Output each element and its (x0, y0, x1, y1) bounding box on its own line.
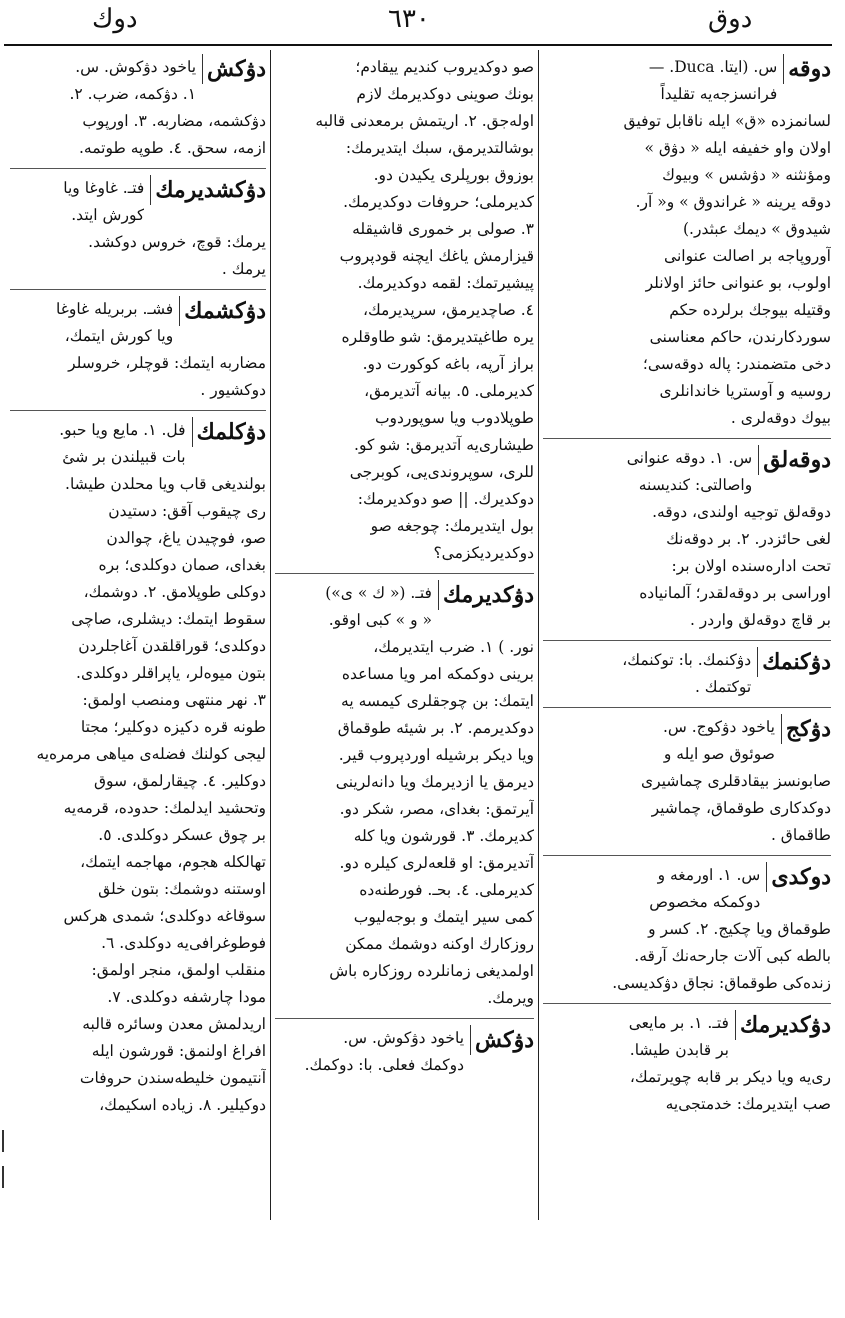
entry-line: تحت اداره‌سنده اولان بر: (671, 557, 831, 575)
entry-line: اوستنه دوشمك: بتون خلق (98, 880, 266, 898)
entry-line: ياخود دۋكوش. س. (343, 1029, 465, 1047)
column-right (543, 54, 831, 1224)
entry-line: يرمك: قوچ، خروس دوكشد. (88, 233, 266, 251)
header-rule (4, 44, 832, 46)
entry-line: س. ١. دوقه عنوانى (626, 449, 753, 467)
dictionary-entry (10, 296, 266, 411)
dictionary-entry (10, 175, 266, 290)
entry-line: فشـ. بربريله غاوغا (56, 300, 174, 318)
page-header (0, 0, 845, 46)
entry-line: براز آرپه، باغه كوكورت دو. (362, 355, 534, 373)
entry-line: مضاربه ايتمك: قوچلر، خروسلر (68, 354, 266, 372)
entry-line: دوكلى طوپلامق. ٢. دوشمك، (83, 583, 266, 601)
entry-line: بر قاچ دوقه‌لق واردر . (689, 611, 831, 629)
entry-line: بولنديغى قاب ويا محلدن طيشا. (65, 475, 266, 493)
entry-line: دوكمك فعلى. با: دوكمك. (304, 1056, 465, 1074)
entry-line: « و » كبى اوقو. (328, 611, 432, 629)
entry-line: بر قابدن طيشا. (629, 1041, 729, 1059)
entry-line: واصالتى: كنديسنه (638, 476, 753, 494)
entry-line: بول ايتديرمك: چوجغه صو (370, 517, 534, 535)
entry-line: بوشالتديرمق، سبك ايتديرمك: (345, 139, 534, 157)
entry-line: دوكديرك. || صو دوكديرمك: (357, 490, 534, 508)
entry-headword: دۋكنمك (757, 647, 831, 677)
entry-line: دوكشيور . (200, 381, 266, 399)
entry-line: صو دوكديروب كنديم ييقادم؛ (355, 58, 534, 76)
entry-line: كمى سير ايتمك و بوجه‌ليوب (353, 908, 534, 926)
entry-line: سوقاغه دوكلدى؛ شمدى هركس (63, 907, 266, 925)
entry-headword: دۋكشديرمك (150, 175, 266, 205)
dictionary-entry (543, 862, 831, 1004)
entry-headword: دۋكج (781, 714, 831, 744)
entry-line: آوروپاجه بر اصالت عنوانى (664, 247, 831, 265)
entry-line: ديرمق يا ازديرمك ويا دانه‌لرينى (335, 773, 534, 791)
entry-line: طوقماق ويا چكيج. ٢. كسر و (648, 920, 831, 938)
entry-line: دوقه يرينه « غراندوق » و« آر. (635, 193, 831, 211)
entry-line: صوئوق صو ايله و (663, 745, 775, 763)
entry-line: فتـ. ١. بر مايعى (628, 1014, 729, 1032)
dictionary-entry (543, 647, 831, 708)
entry-line: دوكديرديكزمى؟ (433, 544, 534, 562)
entry-line: ويرمك. (487, 989, 534, 1007)
entry-line: آتديرمق: او قلعه‌لرى كيلره دو. (339, 854, 534, 872)
entry-line: دوكلير. ٤. چيقارلمق، سوق (93, 772, 266, 790)
entry-line: ياخود دۋكوش. س. (75, 58, 197, 76)
entry-line: دوكديرمم. ٢. بر شيئه طوقماق (337, 719, 534, 737)
entry-line: س. (ايتا. Duca. — (648, 58, 778, 76)
entry-line: دوكمكه مخصوص (649, 893, 761, 911)
entry-line: روزكارك اوكنه دوشمك ممكن (345, 935, 534, 953)
entry-line: افراغ اولنمق: قورشون ايله (91, 1042, 266, 1060)
entry-line: فتـ. غاوغا ويا (63, 179, 145, 197)
entry-line: طيشارى‌يه آتديرمق: شو كو. (354, 436, 534, 454)
entry-line: سوردكارندن، حاكم معناسنى (649, 328, 831, 346)
entry-line: ٤. صاچديرمق، سرپديرمك، (362, 301, 534, 319)
entry-line: صابونسز بيقادقلرى چماشيرى (640, 772, 831, 790)
entry-line: ١. دۋكمه، ضرب. ٢. (69, 85, 197, 103)
entry-line: كديرملى. ٤. بحـ. فورطنه‌ده (359, 881, 534, 899)
entry-line: برينى دوكمكه امر ويا مساعده (341, 665, 534, 683)
entry-line: فوطوغرافى‌يه دوكلدى. ٦. (101, 934, 266, 952)
dictionary-entry (275, 1025, 534, 1085)
entry-headword: دوكدى (766, 862, 831, 892)
dictionary-entry (543, 54, 831, 439)
entry-line: ٣. نهر منتهى ومنصب اولمق: (82, 691, 266, 709)
entry-line: اولان واو خفيفه ايله « دۋق » (644, 139, 831, 157)
entry-headword: دوقه (783, 54, 831, 84)
entry-line: لغى حائزدر. ٢. بر دوقه‌نك (666, 530, 831, 548)
page-number: ٦٣٠ (388, 4, 430, 34)
entry-line: ليجى كولنك فضله‌ى مياهى مرمره‌يه (36, 745, 266, 763)
entry-line: پيشيرتمك: لقمه دوكديرمك. (357, 274, 534, 292)
entry-line: وقتيله بيوجك برلرده حكم (669, 301, 831, 319)
entry-headword: دۋكشمك (179, 296, 266, 326)
dictionary-entry (543, 1010, 831, 1124)
column-middle (275, 54, 534, 1224)
entry-line: اوله‌جق. ٢. اريتمش برمعدنى قالبه (315, 112, 534, 130)
entry-line: ايتمك: بن چوجقلرى كيمسه يه (341, 692, 534, 710)
entry-line: طوپلادوب ويا سوپوردوب (374, 409, 534, 427)
entry-line: كديرملى؛ حروفات دوكديرمك. (343, 193, 534, 211)
entry-line: يرمك . (221, 260, 266, 278)
entry-line: بات قبيلندن بر شئ (62, 448, 186, 466)
entry-line: كديرملى. ٥. بيانه آتديرمق، (364, 382, 534, 400)
entry-headword: دۋكديرمك (735, 1010, 831, 1040)
entry-headword: دۋكش (202, 54, 266, 84)
dictionary-entry (10, 417, 266, 1125)
entry-line: بغداى، صمان دوكلدى؛ بره (98, 556, 266, 574)
entry-line: بيوك دوقه‌لرى . (730, 409, 831, 427)
entry-headword: دۋكلمك (192, 417, 266, 447)
column-divider (270, 50, 271, 1220)
entry-line: دوقه‌لق توجيه اولندى، دوقه. (652, 503, 831, 521)
column-divider (538, 50, 539, 1220)
entry-headword: دۋكش (470, 1025, 534, 1055)
dictionary-entry (10, 54, 266, 169)
entry-line: ازمه، سحق. ٤. طوپه طوتمه. (78, 139, 266, 157)
entry-line: س. ١. اورمغه و (657, 866, 761, 884)
entry-line: توكتمك . (694, 678, 752, 696)
margin-marks (2, 1130, 6, 1210)
dictionary-entry (543, 714, 831, 856)
entry-line: اولوب، بو عنوانى حائز اولانلر (645, 274, 831, 292)
entry-line: دۋكنمك. با: توكنمك، (622, 651, 752, 669)
entry-line: دوكدكارى طوقماق، چماشير (651, 799, 831, 817)
column-left (10, 54, 266, 1224)
entry-line: بوزوق بورپلرى يكيدن دو. (373, 166, 534, 184)
entry-line: فرانسزجه‌يه تقليداً (660, 85, 778, 103)
entry-line: اولمديغى زمانلرده روزكاره باش (329, 962, 534, 980)
entry-line: فتـ. (« ك » ى») (325, 584, 432, 602)
entry-line: دۋكشمه، مضاربه. ٣. اورپوب (82, 112, 266, 130)
dictionary-entry (543, 445, 831, 641)
entry-line: طاقماق . (770, 826, 831, 844)
entry-line: اوراسى بر دوقه‌لقدر؛ آلمانياده (639, 584, 831, 602)
entry-line: شيدوق » ديمك عبثدر.) (682, 220, 831, 238)
entry-line: دوكلدى؛ قوراقلقدن آغاجلردن (78, 637, 266, 655)
entry-line: آنتيمون خليطه‌سندن حروفات (79, 1069, 266, 1087)
entry-line: ٣. صولى بر خمورى قاشيقله (352, 220, 534, 238)
entry-line: رى چيقوب آقق: دستيدن (108, 502, 266, 520)
entry-headword: دۋكديرمك (438, 580, 534, 610)
entry-line: زنده‌كى طوقماق: نجاق دۋكديسى. (612, 974, 831, 992)
entry-line: للرى، سوپروندى‌يى، كوبرجى (349, 463, 534, 481)
running-head-right: دوق (708, 4, 753, 34)
dictionary-entry (275, 580, 534, 1019)
entry-line: فل. ١. مايع ويا حبو. (59, 421, 186, 439)
entry-line: ويا كورش ايتمك، (64, 327, 174, 345)
entry-line: يره طاغيتديرمق: شو طاوقلره (341, 328, 534, 346)
entry-line: بر چوق عسكر دوكلدى. ٥. (98, 826, 266, 844)
entry-line: كورش ايتد. (71, 206, 145, 224)
entry-line: دخى متضمندر: پاله دوقه‌سى؛ (642, 355, 831, 373)
entry-line: سقوط ايتمك: ديشلرى، صاچى (71, 610, 266, 628)
entry-line: ويا ديكر برشيله اوردپروب قير. (338, 746, 534, 764)
entry-line: لسانمزده «ق» ايله ناقابل توفيق (623, 112, 831, 130)
entry-line: روسيه و آوستريا خاندانلرى (659, 382, 831, 400)
entry-line: رى‌يه ويا ديكر بر قابه چويرتمك، (629, 1068, 831, 1086)
entry-line: منقلب اولمق، منجر اولمق: (91, 961, 266, 979)
entry-line: تهالكله هجوم، مهاجمه ايتمك، (80, 853, 266, 871)
entry-line: كديرمك. ٣. قورشون ويا كله (353, 827, 534, 845)
entry-line: آيرتمق: بغداى، مصر، شكر دو. (339, 800, 534, 818)
entry-line: اريدلمش معدن وسائره قالبه (82, 1015, 266, 1033)
entry-line: ومؤنثنه « دۋشس » وبيوك (662, 166, 831, 184)
entry-line: نور. ) ١. ضرب ايتديرمك، (373, 638, 534, 656)
entry-line: دوكيلير. ٨. زياده اسكيمك، (99, 1096, 266, 1114)
entry-line: طونه قره دكيزه دوكلير؛ مجتا (80, 718, 266, 736)
dictionary-entry (275, 54, 534, 574)
running-head-left: دوك (92, 4, 138, 34)
entry-line: مودا چارشفه دوكلدى. ٧. (107, 988, 266, 1006)
entry-line: صو، فوچيدن ياغ، چوالدن (106, 529, 266, 547)
entry-line: بتون ميوه‌لر، ياپراقلر دوكلدى. (76, 664, 266, 682)
entry-line: قيزارمش ياغك ايچنه قودپروب (339, 247, 534, 265)
entry-line: بالطه كبى آلات جارحه‌نك آرقه. (634, 947, 831, 965)
entry-line: ياخود دۋكوج. س. (662, 718, 775, 736)
entry-headword: دوقه‌لق (758, 445, 831, 475)
entry-line: صب ايتديرمك: خدمتجى‌يه (665, 1095, 831, 1113)
entry-line: بونك صوينى دوكديرمك لازم (356, 85, 534, 103)
entry-line: وتحشيد ايدلمك: حدوده، قرمه‌يه (63, 799, 266, 817)
